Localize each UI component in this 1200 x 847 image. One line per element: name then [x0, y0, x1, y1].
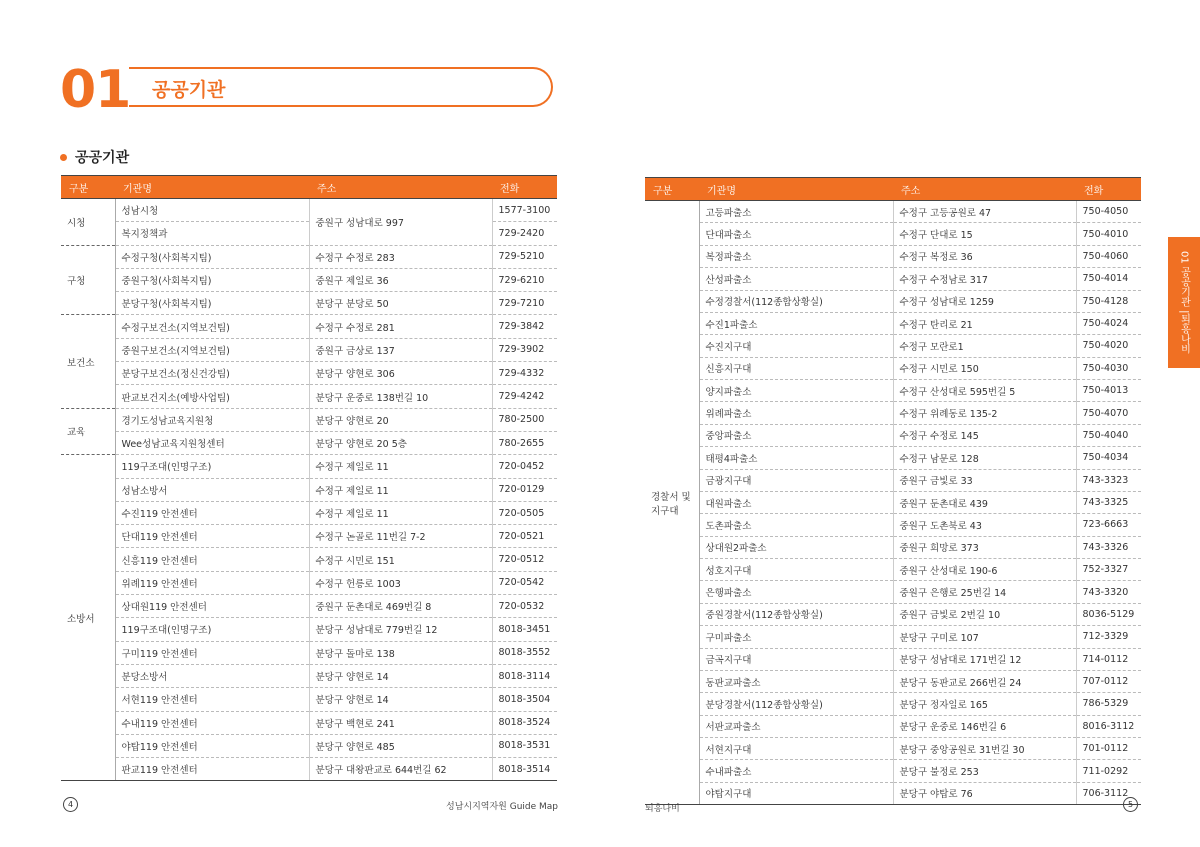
page-number-left: 4	[63, 797, 78, 812]
institution-address: 분당구 대왕판교로 644번길 62	[309, 758, 492, 781]
institution-name: 중원구청(사회복지팀)	[115, 268, 309, 291]
page-number-right: 5	[1123, 797, 1138, 812]
table-row	[645, 715, 1141, 737]
institution-name: 대원파출소	[699, 491, 893, 513]
table-row	[645, 603, 1141, 625]
institution-phone: 720-0129	[492, 478, 557, 501]
institution-phone: 750-4070	[1076, 402, 1141, 424]
section-heading	[60, 147, 129, 167]
institution-phone: 8018-3504	[492, 688, 557, 711]
side-tab-label: 01 공공기관 |퇴흥나비	[1178, 251, 1190, 354]
institution-name: 상대원119 안전센터	[115, 595, 309, 618]
institution-address: 수정구 시민로 150	[893, 357, 1076, 379]
table-row	[61, 338, 557, 361]
table-row	[645, 312, 1141, 334]
institution-address: 수정구 수정로 145	[893, 424, 1076, 446]
institution-address: 분당구 성남대로 779번길 12	[309, 618, 492, 641]
table-row	[645, 670, 1141, 692]
institutions-table-right	[645, 177, 1141, 805]
institution-name: 수진지구대	[699, 335, 893, 357]
header-address: 주소	[893, 178, 1076, 201]
institution-name: 분당구청(사회복지팀)	[115, 292, 309, 315]
institution-name: 위례119 안전센터	[115, 571, 309, 594]
institution-phone: 750-4020	[1076, 335, 1141, 357]
institution-address: 분당구 돌마로 138	[309, 641, 492, 664]
institution-name: Wee성남교육지원청센터	[115, 431, 309, 454]
institution-phone: 729-3842	[492, 315, 557, 338]
institution-phone: 8018-3524	[492, 711, 557, 734]
header-phone: 전화	[492, 176, 557, 199]
institution-phone: 8018-3114	[492, 664, 557, 687]
institution-phone: 8018-3531	[492, 734, 557, 757]
institution-phone: 750-4040	[1076, 424, 1141, 446]
institution-address: 분당구 동판교로 266번길 24	[893, 670, 1076, 692]
institution-address: 분당구 구미로 107	[893, 626, 1076, 648]
institution-name: 분당구보건소(정신건강팀)	[115, 362, 309, 385]
table-body	[645, 201, 1141, 805]
institution-name: 수내119 안전센터	[115, 711, 309, 734]
table-row	[61, 525, 557, 548]
institution-name: 수정구청(사회복지팀)	[115, 245, 309, 268]
institution-name: 성남소방서	[115, 478, 309, 501]
institution-phone: 750-4024	[1076, 312, 1141, 334]
footer-left-text: 성남시지역자원 Guide Map	[446, 802, 559, 812]
category-cell: 소방서	[61, 455, 115, 781]
table-row	[645, 760, 1141, 782]
institution-name: 성남시청	[115, 199, 309, 222]
table-row	[61, 455, 557, 478]
table-row	[61, 548, 557, 571]
institution-address: 분당구 운중로 146번길 6	[893, 715, 1076, 737]
table-row	[645, 693, 1141, 715]
institution-phone: 729-2420	[492, 222, 557, 245]
institution-phone: 743-3325	[1076, 491, 1141, 513]
institution-phone: 750-4034	[1076, 447, 1141, 469]
institution-address: 분당구 양현로 20 5층	[309, 431, 492, 454]
institution-phone: 707-0112	[1076, 670, 1141, 692]
institution-phone: 750-4010	[1076, 223, 1141, 245]
institution-name: 성호지구대	[699, 559, 893, 581]
institution-name: 수진119 안전센터	[115, 501, 309, 524]
institution-address: 수정구 모란로1	[893, 335, 1076, 357]
table-row	[61, 501, 557, 524]
institution-name: 야탑119 안전센터	[115, 734, 309, 757]
institution-name: 상대원2파출소	[699, 536, 893, 558]
table-row	[645, 447, 1141, 469]
table-row	[645, 782, 1141, 804]
institution-name: 신흥119 안전센터	[115, 548, 309, 571]
table-row	[645, 514, 1141, 536]
institutions-table-left	[61, 175, 557, 781]
institution-address: 분당구 양현로 485	[309, 734, 492, 757]
table-row	[645, 648, 1141, 670]
institution-phone: 780-2500	[492, 408, 557, 431]
category-cell: 보건소	[61, 315, 115, 408]
institution-address: 수정구 성남대로 1259	[893, 290, 1076, 312]
institution-phone: 729-4242	[492, 385, 557, 408]
institution-phone: 706-3112	[1076, 782, 1141, 804]
institution-address: 분당구 분당로 50	[309, 292, 492, 315]
table-row	[61, 408, 557, 431]
institution-phone: 750-4060	[1076, 245, 1141, 267]
institution-phone: 729-4332	[492, 362, 557, 385]
table-row	[61, 758, 557, 781]
institution-address: 분당구 불정로 253	[893, 760, 1076, 782]
institution-name: 단대파출소	[699, 223, 893, 245]
institution-name: 중앙파출소	[699, 424, 893, 446]
institution-phone: 743-3320	[1076, 581, 1141, 603]
institution-name: 금곡지구대	[699, 648, 893, 670]
table-row	[645, 424, 1141, 446]
table-row	[645, 469, 1141, 491]
institution-phone: 729-6210	[492, 268, 557, 291]
institution-phone: 752-3327	[1076, 559, 1141, 581]
institution-name: 고등파출소	[699, 201, 893, 223]
institution-phone: 714-0112	[1076, 648, 1141, 670]
table-row	[645, 402, 1141, 424]
table-row	[61, 688, 557, 711]
institution-phone: 712-3329	[1076, 626, 1141, 648]
institution-name: 119구조대(인명구조)	[115, 618, 309, 641]
institution-address: 수정구 위례동로 135-2	[893, 402, 1076, 424]
institution-name: 서판교파출소	[699, 715, 893, 737]
header-phone: 전화	[1076, 178, 1141, 201]
institution-name: 복정파출소	[699, 245, 893, 267]
institution-phone: 8018-3514	[492, 758, 557, 781]
header-category: 구분	[61, 176, 115, 199]
institution-address: 분당구 정자일로 165	[893, 693, 1076, 715]
section-title: 공공기관	[75, 150, 130, 166]
institution-address: 분당구 야탑로 76	[893, 782, 1076, 804]
chapter-number: 01	[60, 60, 131, 120]
institution-phone: 729-7210	[492, 292, 557, 315]
table-row	[645, 201, 1141, 223]
institution-name: 수정구보건소(지역보건팀)	[115, 315, 309, 338]
institution-address: 수정구 산성대로 595번길 5	[893, 380, 1076, 402]
table-body	[61, 199, 557, 781]
institution-address: 중원구 금빛로 33	[893, 469, 1076, 491]
category-cell: 구청	[61, 245, 115, 315]
institution-address: 수정구 수정로 283	[309, 245, 492, 268]
institution-address: 수정구 헌릉로 1003	[309, 571, 492, 594]
institution-address: 분당구 운중로 138번길 10	[309, 385, 492, 408]
institution-address: 중원구 금빛로 2번길 10	[893, 603, 1076, 625]
institution-phone: 8018-3451	[492, 618, 557, 641]
institution-name: 판교119 안전센터	[115, 758, 309, 781]
table-row	[645, 223, 1141, 245]
institution-phone: 750-4030	[1076, 357, 1141, 379]
institution-phone: 701-0112	[1076, 738, 1141, 760]
institution-phone: 8016-3112	[1076, 715, 1141, 737]
table-row	[61, 315, 557, 338]
table-row	[645, 380, 1141, 402]
institution-address: 분당구 백현로 241	[309, 711, 492, 734]
institution-name: 구미119 안전센터	[115, 641, 309, 664]
header-category: 구분	[645, 178, 699, 201]
institution-phone: 720-0532	[492, 595, 557, 618]
footer-right-text: 퇴흥나비	[645, 804, 680, 814]
table-row	[61, 595, 557, 618]
institution-address: 중원구 둔촌대로 439	[893, 491, 1076, 513]
institution-phone: 720-0512	[492, 548, 557, 571]
institution-address: 중원구 제일로 36	[309, 268, 492, 291]
chapter-title: 공공기관	[152, 79, 226, 101]
institution-address: 수정구 시민로 151	[309, 548, 492, 571]
institution-name: 금광지구대	[699, 469, 893, 491]
institution-name: 중원구보건소(지역보건팀)	[115, 338, 309, 361]
table-row	[645, 335, 1141, 357]
table-header-row	[645, 178, 1141, 201]
institution-address: 수정구 수정로 281	[309, 315, 492, 338]
institution-phone: 743-3326	[1076, 536, 1141, 558]
institution-address: 중원구 은행로 25번길 14	[893, 581, 1076, 603]
table-row	[645, 738, 1141, 760]
table-row	[61, 199, 557, 222]
institution-name: 산성파출소	[699, 268, 893, 290]
table-row	[645, 559, 1141, 581]
institution-name: 신흥지구대	[699, 357, 893, 379]
institution-phone: 720-0542	[492, 571, 557, 594]
institution-name: 119구조대(인명구조)	[115, 455, 309, 478]
institution-phone: 750-4128	[1076, 290, 1141, 312]
institution-name: 중원경찰서(112종합상황실)	[699, 603, 893, 625]
table-row	[61, 385, 557, 408]
table-row	[645, 290, 1141, 312]
institution-name: 판교보건지소(예방사업팀)	[115, 385, 309, 408]
table-header-row	[61, 176, 557, 199]
table-row	[645, 491, 1141, 513]
institution-address: 분당구 양현로 20	[309, 408, 492, 431]
institution-phone: 720-0521	[492, 525, 557, 548]
institution-name: 수정경찰서(112종합상황실)	[699, 290, 893, 312]
institution-address: 수정구 단대로 15	[893, 223, 1076, 245]
institution-name: 위례파출소	[699, 402, 893, 424]
institution-address: 수정구 고등공원로 47	[893, 201, 1076, 223]
institution-name: 동판교파출소	[699, 670, 893, 692]
header-address: 주소	[309, 176, 492, 199]
institution-phone: 8036-5129	[1076, 603, 1141, 625]
table-row	[61, 431, 557, 454]
institution-phone: 743-3323	[1076, 469, 1141, 491]
institution-address: 수정구 제일로 11	[309, 478, 492, 501]
institution-address: 수정구 제일로 11	[309, 455, 492, 478]
institution-phone: 720-0452	[492, 455, 557, 478]
table-row	[61, 711, 557, 734]
institution-phone: 711-0292	[1076, 760, 1141, 782]
institution-phone: 750-4013	[1076, 380, 1141, 402]
table-row	[61, 571, 557, 594]
table-row	[61, 362, 557, 385]
table-row	[61, 478, 557, 501]
header-name: 기관명	[699, 178, 893, 201]
table-row	[645, 626, 1141, 648]
institution-address: 중원구 금상로 137	[309, 338, 492, 361]
institution-phone: 750-4014	[1076, 268, 1141, 290]
category-line-2: 지구대	[651, 505, 679, 517]
table-row	[645, 245, 1141, 267]
institution-address: 분당구 양현로 14	[309, 688, 492, 711]
table-row	[61, 734, 557, 757]
table-row	[61, 292, 557, 315]
institution-name: 서현119 안전센터	[115, 688, 309, 711]
institution-address: 수정구 제일로 11	[309, 501, 492, 524]
table-row	[61, 664, 557, 687]
institution-name: 수내파출소	[699, 760, 893, 782]
chapter-side-tab[interactable]	[1168, 237, 1200, 368]
category-cell	[645, 201, 699, 805]
institution-name: 경기도성남교육지원청	[115, 408, 309, 431]
institution-name: 양지파출소	[699, 380, 893, 402]
institution-name: 구미파출소	[699, 626, 893, 648]
institution-name: 단대119 안전센터	[115, 525, 309, 548]
institution-address: 수정구 복정로 36	[893, 245, 1076, 267]
table-row	[61, 268, 557, 291]
bullet-dot-icon	[60, 154, 67, 161]
table-row	[61, 618, 557, 641]
table-row	[645, 268, 1141, 290]
institution-name: 서현지구대	[699, 738, 893, 760]
institution-phone: 750-4050	[1076, 201, 1141, 223]
institution-address: 수정구 탄리로 21	[893, 312, 1076, 334]
institution-phone: 8018-3552	[492, 641, 557, 664]
institution-name: 수진1파출소	[699, 312, 893, 334]
table-row	[645, 536, 1141, 558]
category-cell: 교육	[61, 408, 115, 455]
institution-name: 야탑지구대	[699, 782, 893, 804]
institution-name: 분당경찰서(112종합상황실)	[699, 693, 893, 715]
institution-name: 도촌파출소	[699, 514, 893, 536]
institution-address: 분당구 양현로 14	[309, 664, 492, 687]
institution-name: 태평4파출소	[699, 447, 893, 469]
header-name: 기관명	[115, 176, 309, 199]
institution-phone: 786-5329	[1076, 693, 1141, 715]
institution-address: 중원구 성남대로 997	[309, 199, 492, 246]
table-row	[61, 641, 557, 664]
institution-address: 중원구 도촌북로 43	[893, 514, 1076, 536]
institution-address: 중원구 둔촌대로 469번길 8	[309, 595, 492, 618]
institution-name: 분당소방서	[115, 664, 309, 687]
institution-address: 수정구 남문로 128	[893, 447, 1076, 469]
institution-name: 복지정책과	[115, 222, 309, 245]
category-line-1: 경찰서 및	[651, 491, 691, 503]
institution-phone: 1577-3100	[492, 199, 557, 222]
institution-address: 중원구 희망로 373	[893, 536, 1076, 558]
institution-phone: 729-3902	[492, 338, 557, 361]
institution-address: 수정구 수정남로 317	[893, 268, 1076, 290]
institution-name: 은행파출소	[699, 581, 893, 603]
institution-phone: 723-6663	[1076, 514, 1141, 536]
category-cell: 시청	[61, 199, 115, 246]
table-row	[645, 581, 1141, 603]
institution-phone: 729-5210	[492, 245, 557, 268]
institution-address: 수정구 논골로 11번길 7-2	[309, 525, 492, 548]
table-row	[645, 357, 1141, 379]
table-row	[61, 245, 557, 268]
institution-address: 분당구 중앙공원로 31번길 30	[893, 738, 1076, 760]
institution-phone: 720-0505	[492, 501, 557, 524]
institution-address: 분당구 양현로 306	[309, 362, 492, 385]
institution-address: 분당구 성남대로 171번길 12	[893, 648, 1076, 670]
institution-address: 중원구 산성대로 190-6	[893, 559, 1076, 581]
institution-phone: 780-2655	[492, 431, 557, 454]
